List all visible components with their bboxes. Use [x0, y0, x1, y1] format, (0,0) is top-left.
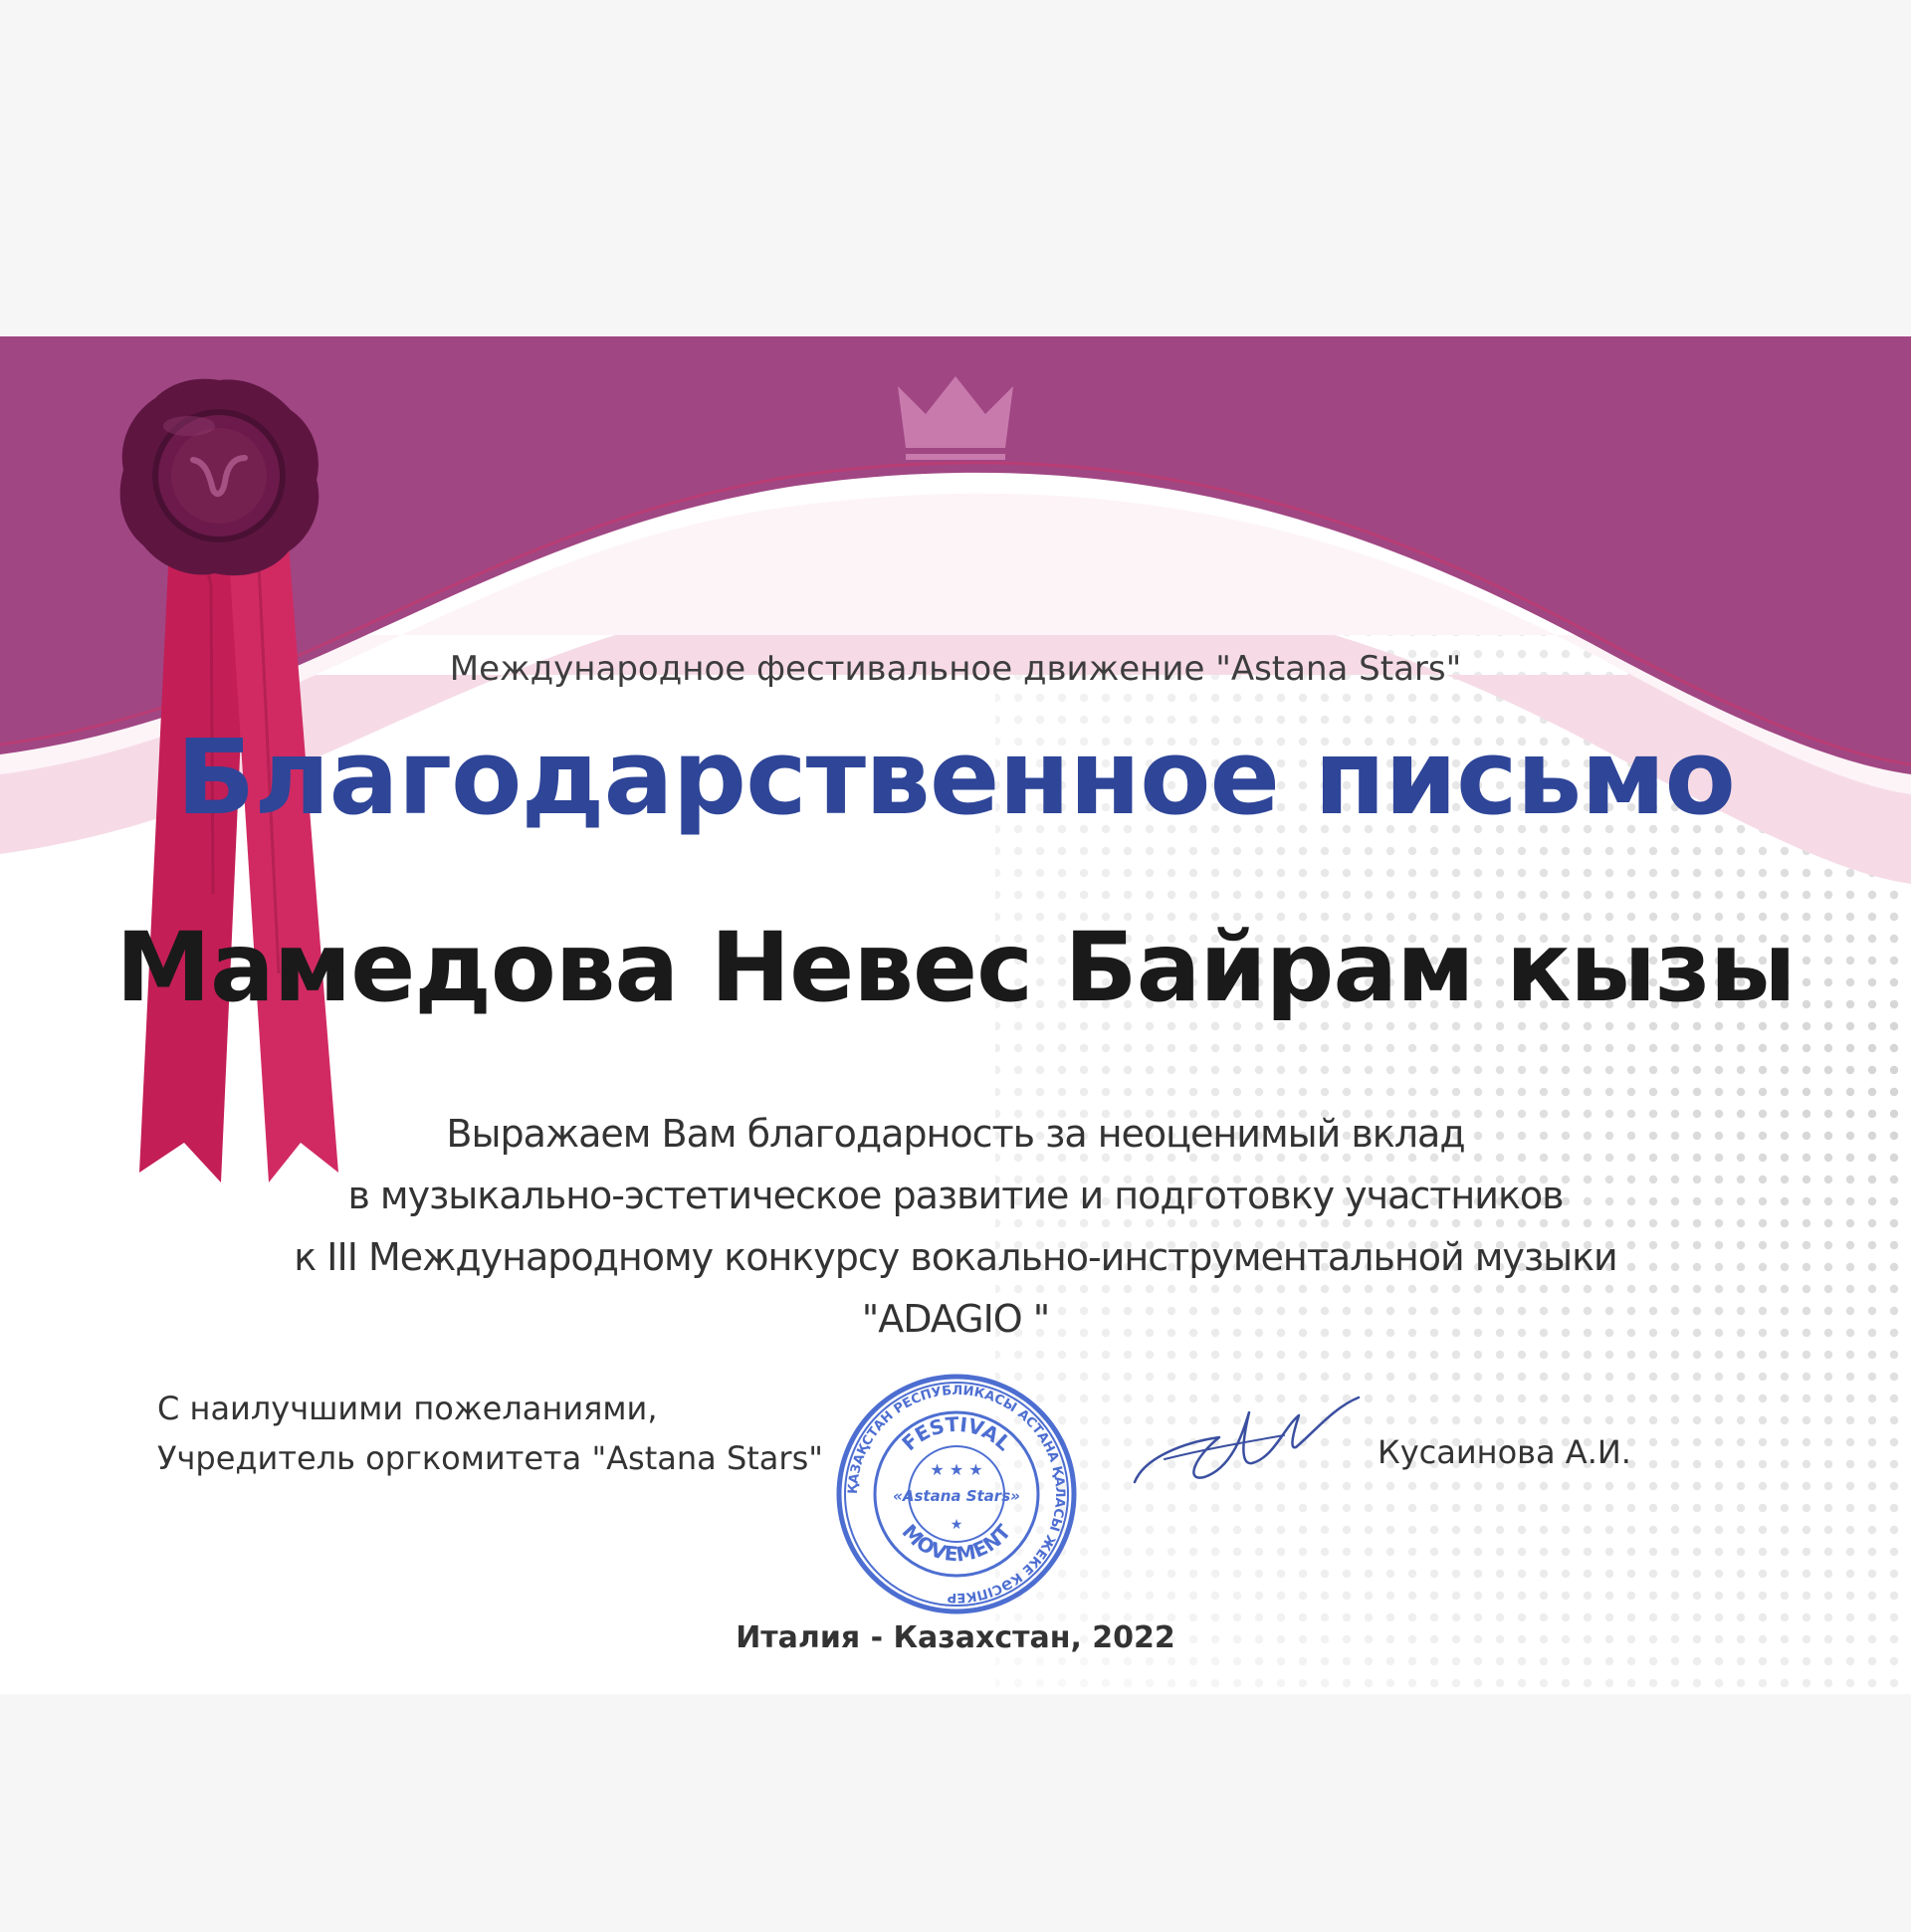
- stamp-icon: [832, 1370, 1081, 1618]
- certificate-title: Благодарственное письмо: [176, 717, 1735, 838]
- signature-icon: [1125, 1388, 1364, 1497]
- stamp-ring-top: FESTIVAL: [897, 1411, 1016, 1456]
- footer-location-year: Италия - Казахстан, 2022: [736, 1620, 1175, 1655]
- svg-text:FESTIVAL: [897, 1412, 1016, 1456]
- stamp-ring-bottom: MOVEMENT: [897, 1519, 1016, 1567]
- certificate: [0, 336, 1911, 1694]
- closing-line: С наилучшими пожеланиями,: [157, 1390, 658, 1427]
- certificate-body: [0, 1103, 1911, 1350]
- signer-name: Кусаинова А.И.: [1378, 1433, 1631, 1471]
- organization-name: Международное фестивальное движение "Astana Stars": [449, 649, 1462, 689]
- body-line: Выражаем Вам благодарность за неоценимый вклад: [446, 1112, 1465, 1156]
- stamp-outer-text: ҚАЗАҚСТАН РЕСПУБЛИКАСЫ АСТАНА ҚАЛАСЫ ЖЕКЕ КӘСІПКЕР: [845, 1383, 1068, 1606]
- body-line: к III Международному конкурсу вокально-инструментальной музыки: [294, 1235, 1617, 1279]
- closing-line: Учредитель оргкомитета "Astana Stars": [157, 1439, 823, 1477]
- stamp-center-text: «Astana Stars»: [893, 1487, 1020, 1505]
- closing-block: [157, 1384, 823, 1483]
- recipient-name: Мамедова Невес Байрам кызы: [115, 912, 1796, 1023]
- svg-text:★: ★: [950, 1517, 963, 1533]
- body-line: "ADAGIO ": [861, 1297, 1050, 1341]
- body-line: в музыкально-эстетическое развитие и подготовку участников: [347, 1174, 1564, 1217]
- svg-text:★ ★ ★: ★ ★ ★: [930, 1460, 983, 1479]
